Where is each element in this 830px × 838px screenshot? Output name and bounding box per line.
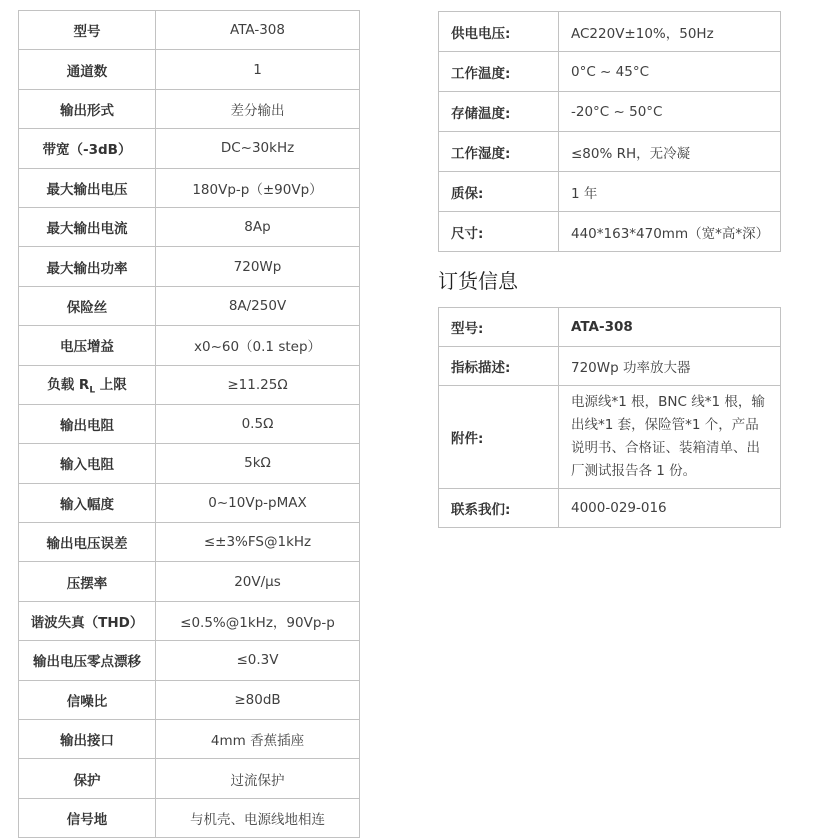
spec-value: 720Wp xyxy=(156,247,360,286)
ordering-label: 联系我们: xyxy=(439,489,559,528)
spec-label: 保险丝 xyxy=(19,286,156,325)
spec-label: 带宽（-3dB） xyxy=(19,129,156,168)
env-row xyxy=(439,92,781,132)
spec-label-load-rl: 负载 $R_L$ 上限 xyxy=(19,365,156,404)
spec-row xyxy=(19,523,360,562)
spec-row xyxy=(19,50,360,89)
spec-label: 型号 xyxy=(19,11,156,50)
spec-value: ≤0.5%@1kHz，90Vp-p xyxy=(156,601,360,640)
env-value: AC220V±10%，50Hz xyxy=(559,12,781,52)
spec-row xyxy=(19,286,360,325)
env-value: -20°C ~ 50°C xyxy=(559,92,781,132)
spec-value: 4mm 香蕉插座 xyxy=(156,720,360,759)
spec-row xyxy=(19,483,360,522)
ordering-value-accessories: 电源线*1 根，BNC 线*1 根，输出线*1 套，保险管*1 个，产品说明书、合格证、装箱清单、出厂测试报告各 1 份。 xyxy=(559,386,781,489)
spec-label: 输出电压误差 xyxy=(19,523,156,562)
spec-value: 0.5Ω xyxy=(156,404,360,443)
spec-value: ≤±3%FS@1kHz xyxy=(156,523,360,562)
env-table xyxy=(438,11,781,252)
spec-value: 5kΩ xyxy=(156,444,360,483)
spec-label: 通道数 xyxy=(19,50,156,89)
ordering-label: 型号: xyxy=(439,308,559,347)
env-value: 1 年 xyxy=(559,172,781,212)
ordering-table xyxy=(438,307,781,528)
spec-value: 8A/250V xyxy=(156,286,360,325)
ordering-value-contact-phone: 4000-029-016 xyxy=(559,489,781,528)
spec-label: 信号地 xyxy=(19,798,156,837)
spec-label: 最大输出电压 xyxy=(19,168,156,207)
spec-label: 信噪比 xyxy=(19,680,156,719)
env-label: 工作湿度: xyxy=(439,132,559,172)
env-value: 0°C ~ 45°C xyxy=(559,52,781,92)
env-row xyxy=(439,212,781,252)
spec-label: 最大输出功率 xyxy=(19,247,156,286)
spec-row xyxy=(19,759,360,798)
spec-row xyxy=(19,641,360,680)
spec-label: 电压增益 xyxy=(19,326,156,365)
spec-label: 输入幅度 xyxy=(19,483,156,522)
ordering-info-heading: 订货信息 xyxy=(438,269,518,293)
ordering-label: 附件: xyxy=(439,386,559,489)
spec-label: 保护 xyxy=(19,759,156,798)
ordering-row xyxy=(439,308,781,347)
right-column xyxy=(438,11,781,528)
spec-row xyxy=(19,89,360,128)
env-row xyxy=(439,132,781,172)
env-value: 440*163*470mm（宽*高*深） xyxy=(559,212,781,252)
spec-row xyxy=(19,365,360,404)
spec-value: DC~30kHz xyxy=(156,129,360,168)
subscript-l: L xyxy=(89,386,96,397)
ordering-value-model: ATA-308 xyxy=(559,308,781,347)
spec-row xyxy=(19,601,360,640)
spec-value: 0~10Vp-pMAX xyxy=(156,483,360,522)
spec-row xyxy=(19,444,360,483)
spec-row xyxy=(19,798,360,837)
env-label: 存储温度: xyxy=(439,92,559,132)
spec-table xyxy=(18,10,360,838)
spec-row xyxy=(19,129,360,168)
ordering-value-description: 720Wp 功率放大器 xyxy=(559,347,781,386)
ordering-row xyxy=(439,489,781,528)
spec-row xyxy=(19,680,360,719)
spec-row xyxy=(19,404,360,443)
spec-value: 180Vp-p（±90Vp） xyxy=(156,168,360,207)
env-value: ≤80% RH，无冷凝 xyxy=(559,132,781,172)
spec-value: 过流保护 xyxy=(156,759,360,798)
spec-value: ≤0.3V xyxy=(156,641,360,680)
spec-label: 压摆率 xyxy=(19,562,156,601)
spec-label: 谐波失真（THD） xyxy=(19,601,156,640)
env-label: 供电电压: xyxy=(439,12,559,52)
spec-row xyxy=(19,326,360,365)
spec-row xyxy=(19,207,360,246)
spec-label: 输出电压零点漂移 xyxy=(19,641,156,680)
spec-row xyxy=(19,168,360,207)
env-label: 质保: xyxy=(439,172,559,212)
spec-value: ≥80dB xyxy=(156,680,360,719)
ordering-row xyxy=(439,386,781,489)
ordering-row xyxy=(439,347,781,386)
spec-row xyxy=(19,720,360,759)
spec-value: ATA-308 xyxy=(156,11,360,50)
env-label: 工作温度: xyxy=(439,52,559,92)
spec-value: 20V/μs xyxy=(156,562,360,601)
spec-value: ≥11.25Ω xyxy=(156,365,360,404)
spec-row xyxy=(19,11,360,50)
spec-label: 输入电阻 xyxy=(19,444,156,483)
env-row xyxy=(439,12,781,52)
spec-value: 1 xyxy=(156,50,360,89)
spec-label: 输出接口 xyxy=(19,720,156,759)
spec-value: 与机壳、电源线地相连 xyxy=(156,798,360,837)
env-label: 尺寸: xyxy=(439,212,559,252)
ordering-label: 指标描述: xyxy=(439,347,559,386)
env-row xyxy=(439,172,781,212)
spec-label: 输出电阻 xyxy=(19,404,156,443)
spec-value: 差分输出 xyxy=(156,89,360,128)
spec-row xyxy=(19,247,360,286)
spec-label: 最大输出电流 xyxy=(19,207,156,246)
spec-value: 8Ap xyxy=(156,207,360,246)
spec-value: x0~60（0.1 step） xyxy=(156,326,360,365)
spec-row xyxy=(19,562,360,601)
spec-label: 输出形式 xyxy=(19,89,156,128)
env-row xyxy=(439,52,781,92)
